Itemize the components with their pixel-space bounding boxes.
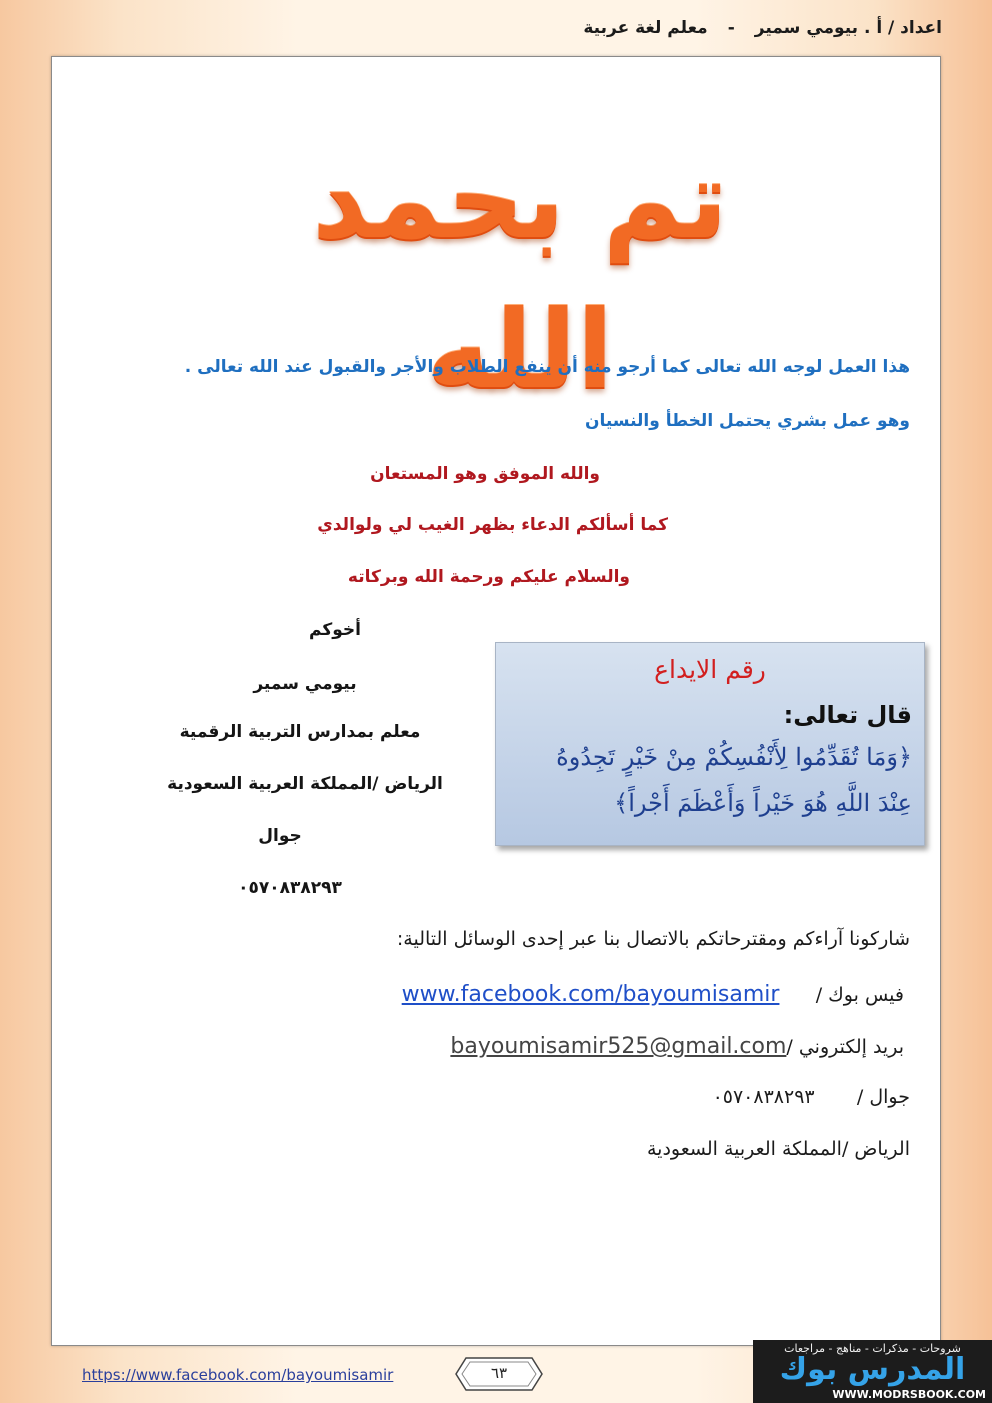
signature-name: بيومي سمير: [253, 674, 357, 694]
facebook-link[interactable]: www.facebook.com/bayoumisamir: [401, 982, 780, 1007]
signature-phone: ٠٥٧٠٨٣٨٢٩٣: [238, 878, 342, 898]
contact-facebook-row: [402, 982, 904, 1007]
paragraph-intention: هذا العمل لوجه الله تعالى كما أرجو منه أن ينفع الطلاب والأجر والقبول عند الله تعالى .: [184, 357, 910, 377]
logo-tagline: شروحات - مذكرات - مناهج - مراجعات: [784, 1342, 961, 1355]
contact-phone-row: [713, 1086, 910, 1108]
footer-facebook-link[interactable]: https://www.facebook.com/bayoumisamir: [82, 1366, 394, 1384]
deposit-intro: قال تعالى:: [783, 701, 912, 729]
signature-greeting: أخوكم: [309, 620, 361, 640]
signature-location: الرياض /المملكة العربية السعودية: [167, 774, 443, 794]
logo-url: WWW.MODRSBOOK.COM: [832, 1388, 986, 1401]
logo-main: المدرس بوك: [779, 1352, 966, 1387]
email-link[interactable]: bayoumisamir525@gmail.com: [450, 1034, 787, 1059]
deposit-box: [495, 642, 925, 846]
verse-line-2: عِنْدَ اللَّهِ هُوَ خَيْراً وَأَعْظَمَ أَجْراً﴾: [614, 789, 912, 817]
page-title: تم بحمد الله: [311, 138, 729, 413]
email-label: بريد إلكتروني /: [786, 1036, 904, 1058]
deposit-title: رقم الايداع: [654, 655, 766, 684]
page-header: [50, 10, 942, 46]
page-number: ٦٣: [490, 1364, 508, 1382]
header-role: معلم لغة عربية: [583, 18, 708, 38]
paragraph-tawfiq: والله الموفق وهو المستعان: [370, 464, 600, 484]
contact-location: الرياض /المملكة العربية السعودية: [647, 1138, 910, 1160]
contact-phone-label: جوال /: [856, 1086, 910, 1108]
paragraph-disclaimer: وهو عمل بشري يحتمل الخطأ والنسيان: [584, 411, 910, 431]
contact-phone: ٠٥٧٠٨٣٨٢٩٣: [712, 1086, 815, 1108]
header-author: اعداد / أ . بيومي سمير: [754, 18, 942, 38]
contact-intro: شاركونا آراءكم ومقترحاتكم بالاتصال بنا عبر إحدى الوسائل التالية:: [396, 928, 910, 950]
verse-line-1: ﴿وَمَا تُقَدِّمُوا لِأَنْفُسِكُمْ مِنْ خَيْرٍ تَجِدُوهُ: [556, 743, 912, 771]
facebook-label: فيس بوك /: [815, 984, 904, 1006]
signature-phone-label: جوال: [258, 826, 302, 846]
signature-job: معلم بمدارس التربية الرقمية: [179, 722, 421, 742]
header-separator: -: [727, 18, 735, 38]
site-logo: [753, 1340, 992, 1403]
paragraph-dua: كما أسألكم الدعاء بظهر الغيب لي ولوالدي: [317, 515, 668, 535]
paragraph-salam: والسلام عليكم ورحمة الله وبركاته: [347, 567, 630, 587]
page-number-badge: [454, 1356, 544, 1392]
contact-email-row: [450, 1034, 904, 1059]
